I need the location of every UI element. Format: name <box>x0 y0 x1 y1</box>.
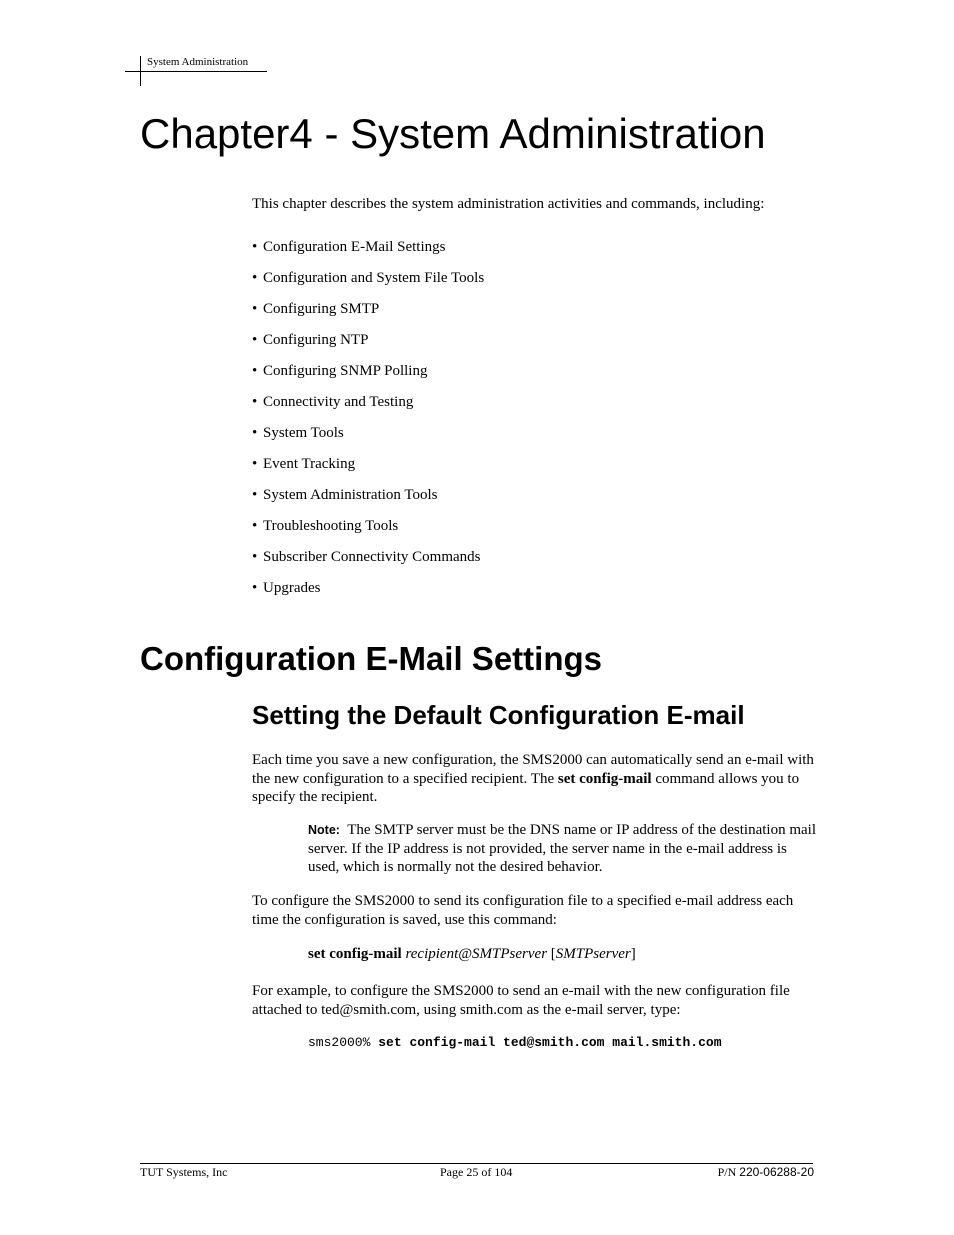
topic-label: Configuration E-Mail Settings <box>263 239 446 255</box>
bullet-icon: • <box>252 239 258 255</box>
paragraph-text: Each time you save a new configuration, the SMS2000 can automatically send an e-mail with the new configuration to a specified recipient. The <box>252 752 814 787</box>
footer-page-number: Page 25 of 104 <box>440 1165 513 1179</box>
bullet-icon: • <box>252 270 258 286</box>
syntax-bracket: [ <box>550 946 556 962</box>
bullet-icon: • <box>252 332 258 348</box>
topic-list-item <box>252 577 484 608</box>
topic-list-item <box>252 484 484 515</box>
topic-label: Connectivity and Testing <box>263 394 414 410</box>
topic-list-item <box>252 329 484 360</box>
header-crop-mark-horizontal <box>125 71 267 72</box>
topic-label: Configuring SNMP Polling <box>263 363 428 379</box>
bullet-icon: • <box>252 518 258 534</box>
chapter-title: Chapter4 - System Administration <box>140 110 766 157</box>
footer-company: TUT Systems, Inc <box>140 1165 228 1179</box>
part-number-value: 220-06288-20 <box>739 1165 814 1179</box>
inline-command: set config-mail <box>557 770 652 787</box>
topic-label: System Administration Tools <box>263 487 438 503</box>
chapter-intro: This chapter describes the system administration activities and commands, including: <box>252 196 765 212</box>
section-heading: Configuration E-Mail Settings <box>140 640 602 677</box>
example-command: set config-mail ted@smith.com mail.smith.com <box>378 1035 722 1050</box>
bullet-icon: • <box>252 549 258 565</box>
topic-label: Configuration and System File Tools <box>263 270 485 286</box>
running-header: System Administration <box>147 56 249 68</box>
topic-list-item <box>252 453 484 484</box>
part-number-label: P/N <box>717 1165 737 1179</box>
topic-label: Subscriber Connectivity Commands <box>263 549 481 565</box>
bullet-icon: • <box>252 301 258 317</box>
topic-list-item <box>252 546 484 577</box>
bullet-icon: • <box>252 363 258 379</box>
topic-label: Upgrades <box>263 580 321 596</box>
topic-label: System Tools <box>263 425 344 441</box>
footer-rule <box>140 1163 813 1164</box>
topic-label: Configuring NTP <box>263 332 369 348</box>
example-command-line <box>308 1035 722 1050</box>
bullet-icon: • <box>252 394 258 410</box>
topic-list-item <box>252 360 484 391</box>
topic-label: Event Tracking <box>263 456 356 472</box>
topic-list-item <box>252 267 484 298</box>
note-label: Note: <box>308 823 340 837</box>
bullet-icon: • <box>252 456 258 472</box>
topic-list-item <box>252 236 484 267</box>
syntax-command: set config-mail <box>308 946 402 962</box>
topic-list <box>252 236 484 608</box>
topic-list-item <box>252 391 484 422</box>
note-block <box>308 821 818 877</box>
syntax-bracket: ] <box>630 946 636 962</box>
syntax-optional-argument: SMTPserver <box>555 946 631 962</box>
syntax-argument: recipient@SMTPserver <box>405 946 548 962</box>
topic-label: Troubleshooting Tools <box>263 518 399 534</box>
paragraph-intro <box>252 751 818 807</box>
topic-label: Configuring SMTP <box>263 301 380 317</box>
topic-list-item <box>252 422 484 453</box>
bullet-icon: • <box>252 580 258 596</box>
bullet-icon: • <box>252 487 258 503</box>
paragraph-usage: To configure the SMS2000 to send its configuration file to a specified e-mail address each time the configuration is saved, use this command: <box>252 893 794 928</box>
bullet-icon: • <box>252 425 258 441</box>
subsection-heading: Setting the Default Configuration E-mail <box>252 700 745 730</box>
paragraph-text: command allows you to specify the recipient. <box>252 770 800 805</box>
command-syntax <box>308 946 636 963</box>
paragraph-example: For example, to configure the SMS2000 to send an e-mail with the new configuration file attached to ted@smith.com, using smith.com as the e-mail server, type: <box>252 983 790 1018</box>
topic-list-item <box>252 298 484 329</box>
note-text: The SMTP server must be the DNS name or IP address of the destination mail server. If the IP address is not provided, the server name in the e-mail address is used, which is normally not the desired behavior. <box>308 822 816 875</box>
footer-part-number <box>718 1165 814 1180</box>
example-prompt: sms2000% <box>308 1035 371 1050</box>
topic-list-item <box>252 515 484 546</box>
